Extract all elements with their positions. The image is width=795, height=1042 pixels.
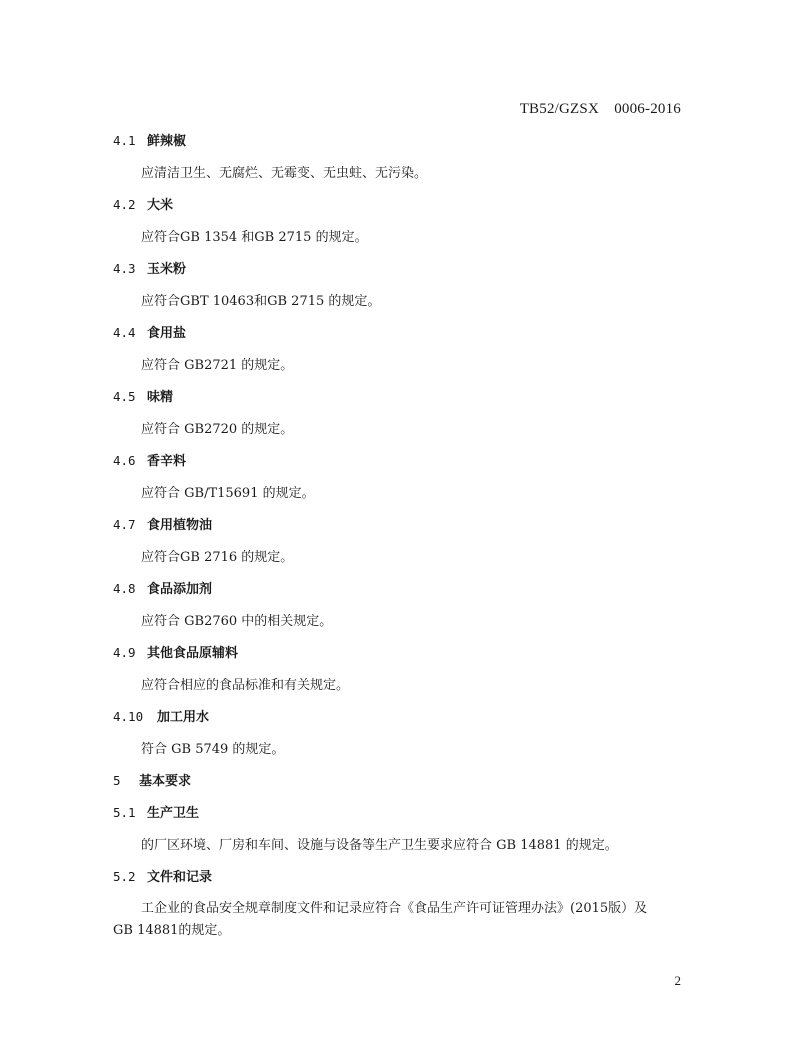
doc-code: TB52/GZSX 0006-2016	[519, 101, 681, 117]
section-body-continued: GB 14881的规定。	[113, 923, 231, 938]
section-body: 的厂区环境、厂房和车间、设施与设备等生产卫生要求应符合 GB 14881 的规定。	[141, 838, 618, 853]
section-heading	[113, 322, 186, 341]
section-title: 香辛料	[147, 454, 187, 469]
page-number: 2	[674, 973, 681, 988]
section-body: 工企业的食品安全规章制度文件和记录应符合《食品生产许可证管理办法》(2015版）及	[141, 901, 648, 916]
section-body: 应符合相应的食品标准和有关规定。	[141, 678, 350, 693]
section-title: 文件和记录	[147, 870, 213, 885]
chapter-heading	[113, 770, 191, 789]
section-title: 大米	[147, 198, 174, 213]
chapter-number: 5	[113, 773, 121, 788]
section-body: 应符合 GB2760 中的相关规定。	[141, 614, 333, 629]
section-title: 玉米粉	[147, 262, 187, 277]
section-body: 应符合GBT 10463和GB 2715 的规定。	[141, 294, 381, 309]
section-heading	[113, 514, 212, 533]
section-heading	[113, 450, 186, 469]
section-body: 应符合 GB2720 的规定。	[141, 422, 294, 437]
section-number: 4.3	[113, 261, 136, 276]
section-number: 5.1	[113, 805, 136, 820]
section-title: 鲜辣椒	[147, 134, 187, 149]
section-title: 食用盐	[147, 326, 187, 341]
section-heading	[113, 802, 199, 821]
section-body: 应清洁卫生、无腐烂、无霉变、无虫蛀、无污染。	[141, 166, 428, 181]
section-title: 其他食品原辅料	[147, 646, 239, 661]
section-title: 加工用水	[157, 710, 210, 725]
section-number: 4.6	[113, 453, 136, 468]
section-body: 应符合GB 1354 和GB 2715 的规定。	[141, 230, 368, 245]
section-title: 味精	[147, 390, 174, 405]
section-number: 4.2	[113, 197, 136, 212]
section-number: 5.2	[113, 869, 136, 884]
section-number: 4.9	[113, 645, 136, 660]
section-body: 符合 GB 5749 的规定。	[141, 742, 285, 757]
section-heading	[113, 194, 173, 213]
section-body: 应符合 GB/T15691 的规定。	[141, 486, 315, 501]
section-title: 生产卫生	[147, 806, 200, 821]
section-heading	[113, 386, 173, 405]
section-body: 应符合 GB2721 的规定。	[141, 358, 294, 373]
section-number: 4.8	[113, 581, 136, 596]
section-number: 4.4	[113, 325, 136, 340]
section-number: 4.10	[113, 709, 144, 724]
chapter-title: 基本要求	[139, 774, 192, 789]
section-heading	[113, 258, 186, 277]
section-number: 4.5	[113, 389, 136, 404]
section-number: 4.1	[113, 133, 136, 148]
section-title: 食用植物油	[147, 518, 213, 533]
section-heading	[113, 578, 212, 597]
section-heading	[113, 642, 238, 661]
section-title: 食品添加剂	[147, 582, 213, 597]
section-heading	[113, 130, 186, 149]
section-heading	[113, 866, 212, 885]
section-heading	[113, 706, 209, 725]
section-body: 应符合GB 2716 的规定。	[141, 550, 294, 565]
section-number: 4.7	[113, 517, 136, 532]
